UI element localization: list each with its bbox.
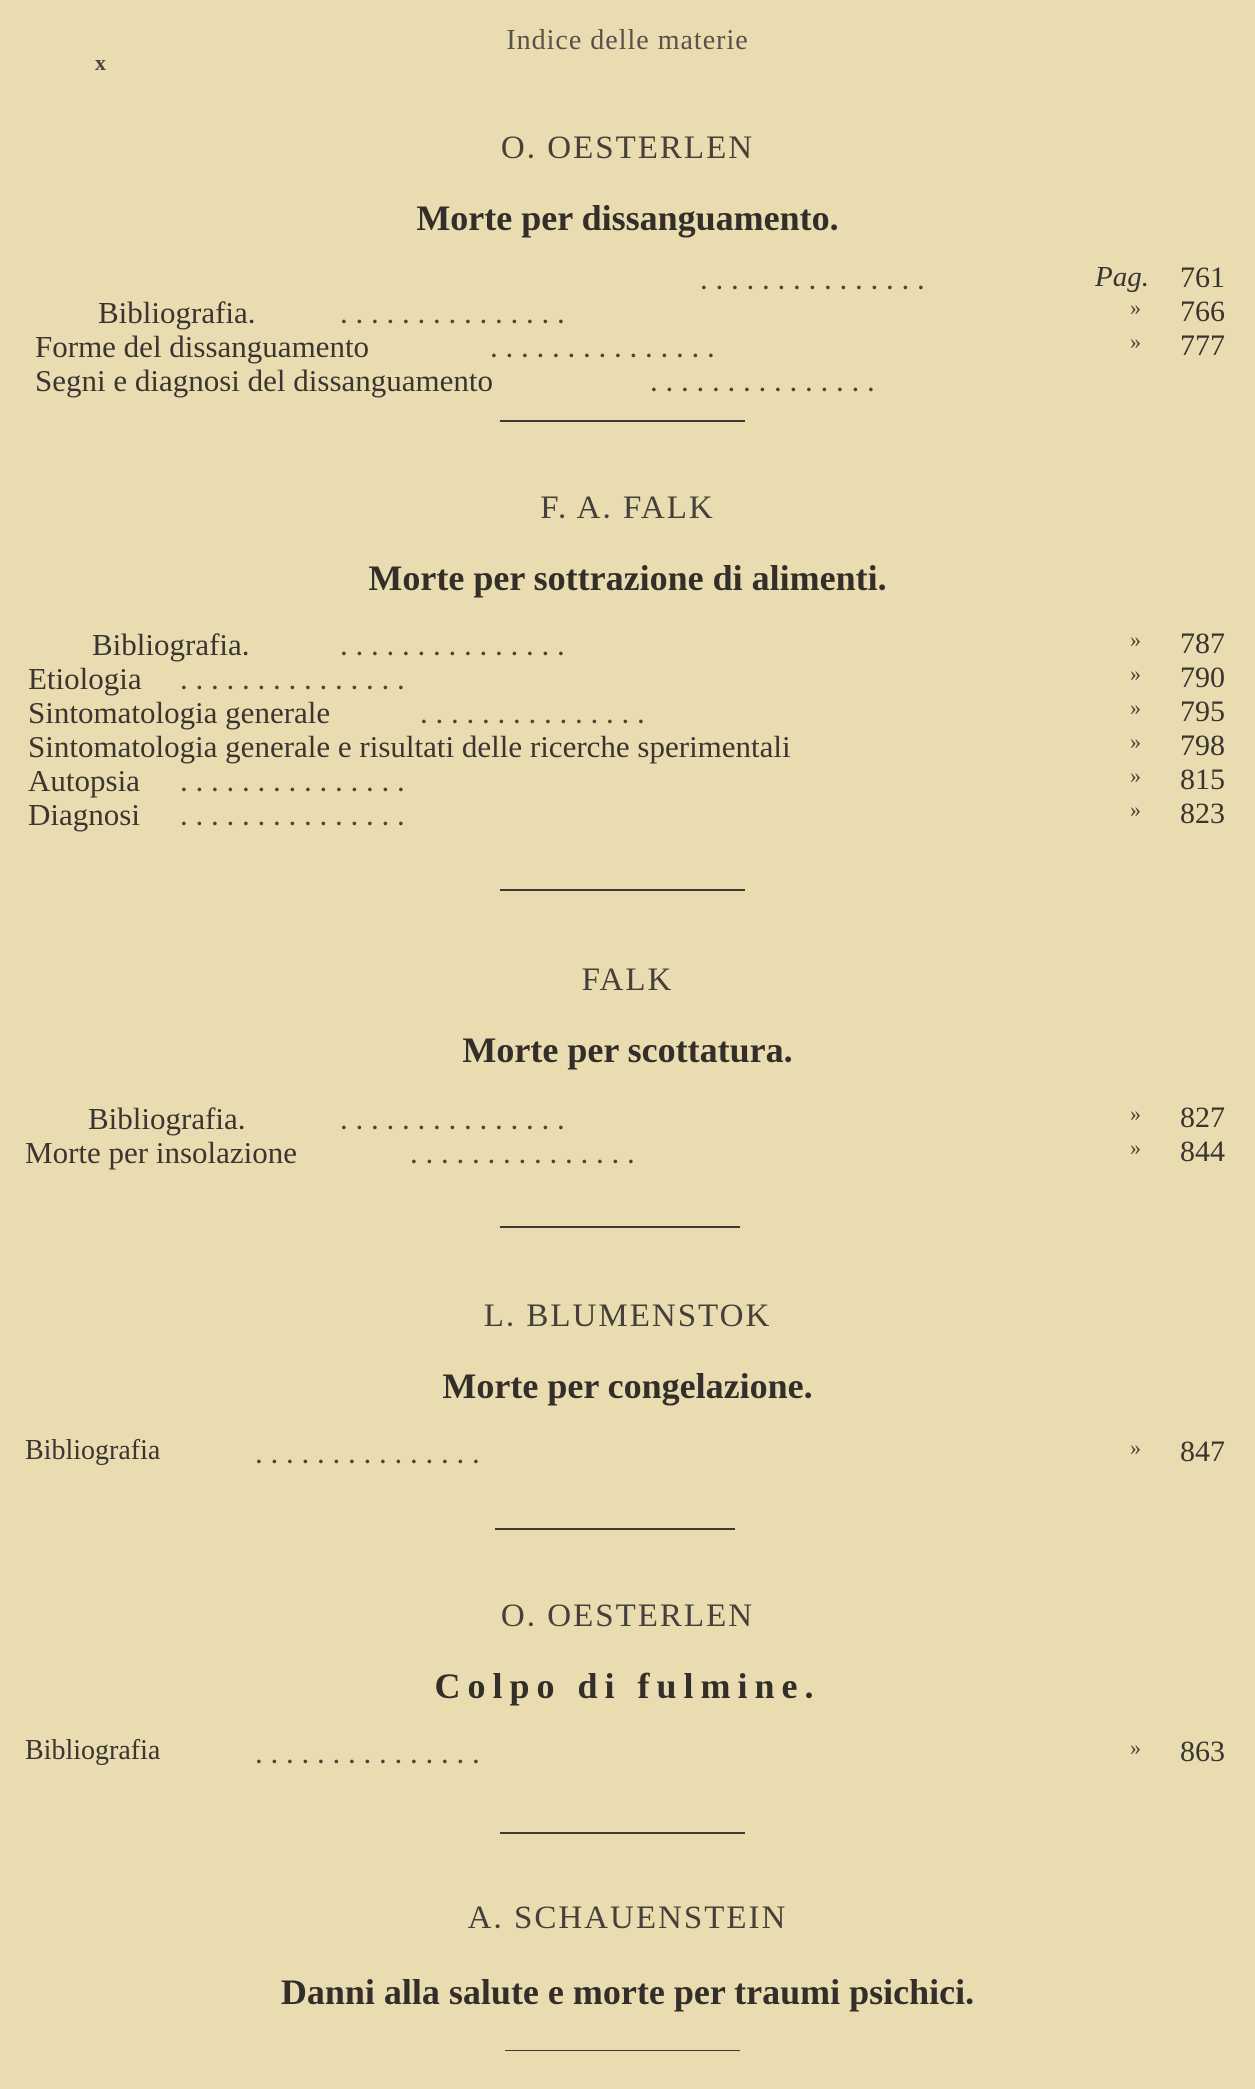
toc-entry (0, 627, 1255, 661)
toc-entry-label: Autopsia (28, 763, 140, 798)
toc-entry (0, 1135, 1255, 1169)
dot-leader: . . . . . . . . . . . . . . . (180, 661, 405, 696)
toc-entry-label: Bibliografia. (98, 295, 256, 330)
section-divider (500, 889, 745, 891)
toc-page-ref: 863 (1180, 1735, 1225, 1768)
dot-leader: . . . . . . . . . . . . . . . (420, 695, 645, 730)
toc-entries (0, 627, 1255, 831)
toc-section (0, 1298, 1255, 1469)
section-divider (500, 420, 745, 422)
section-author: A. SCHAUENSTEIN (467, 1900, 788, 1936)
toc-page-ref: 777 (1180, 329, 1225, 362)
ditto-mark: » (1130, 1435, 1141, 1460)
toc-entry-label: Forme del dissanguamento (35, 329, 370, 364)
toc-entry (0, 261, 1255, 295)
dot-leader: . . . . . . . . . . . . . . . (410, 1135, 635, 1170)
toc-section (0, 962, 1255, 1169)
toc-entry-label: Segni e diagnosi del dissanguamento (35, 363, 494, 398)
toc-entries (0, 1101, 1255, 1169)
page-abbrev: Pag. (1095, 261, 1149, 293)
section-title: Morte per dissanguamento. (416, 198, 839, 238)
ditto-mark: » (1130, 1735, 1141, 1760)
dot-leader: . . . . . . . . . . . . . . . (340, 295, 565, 330)
dot-leader: . . . . . . . . . . . . . . . (255, 1735, 480, 1770)
page-number: x (95, 50, 106, 75)
section-title: Morte per congelazione. (442, 1366, 813, 1406)
section-divider (500, 1226, 740, 1228)
toc-page-ref: 766 (1180, 295, 1225, 328)
toc-section (0, 130, 1255, 397)
toc-page-ref: 795 (1180, 695, 1225, 728)
toc-entry-label: Sintomatologia generale e risultati delle ricerche sperimentali (28, 729, 791, 764)
ditto-mark: » (1130, 729, 1141, 754)
toc-page-ref: 827 (1180, 1101, 1225, 1134)
dot-leader: . . . . . . . . . . . . . . . (180, 763, 405, 798)
toc-page-ref: 798 (1180, 729, 1225, 762)
toc-entry-label: Bibliografia (25, 1735, 161, 1766)
ditto-mark: » (1130, 661, 1141, 686)
ditto-mark: » (1130, 763, 1141, 788)
toc-entries (0, 261, 1255, 397)
toc-section (0, 490, 1255, 831)
toc-page-ref: 761 (1180, 261, 1225, 294)
section-author: FALK (581, 962, 674, 998)
toc-entry (0, 661, 1255, 695)
dot-leader: . . . . . . . . . . . . . . . (650, 363, 875, 398)
toc-entry-label: Etiologia (28, 661, 142, 696)
toc-entry-label: Morte per insolazione (25, 1135, 298, 1170)
section-author: O. OESTERLEN (500, 1598, 755, 1634)
toc-entry (0, 329, 1255, 363)
toc-page-ref: 787 (1180, 627, 1225, 660)
section-divider (505, 2050, 740, 2051)
ditto-mark: » (1130, 1101, 1141, 1126)
dot-leader: . . . . . . . . . . . . . . . (340, 627, 565, 662)
toc-page-ref: 815 (1180, 763, 1225, 796)
toc-entry (0, 763, 1255, 797)
ditto-mark: » (1130, 695, 1141, 720)
toc-entries (0, 1435, 1255, 1469)
dot-leader: . . . . . . . . . . . . . . . (180, 797, 405, 832)
toc-entry (0, 695, 1255, 729)
toc-entry (0, 363, 1255, 397)
ditto-mark: » (1130, 295, 1141, 320)
toc-entry-label: Bibliografia (25, 1435, 161, 1466)
toc-entry (0, 295, 1255, 329)
section-divider (500, 1832, 745, 1834)
section-author: L. BLUMENSTOK (483, 1298, 772, 1334)
section-title: Morte per sottrazione di alimenti. (368, 558, 887, 598)
toc-page-ref: 790 (1180, 661, 1225, 694)
ditto-mark: » (1130, 797, 1141, 822)
toc-entry-label: Sintomatologia generale (28, 695, 331, 730)
toc-page-ref: 844 (1180, 1135, 1225, 1168)
section-title: Colpo di fulmine. (434, 1666, 821, 1706)
toc-section (0, 1598, 1255, 1769)
section-title: Danni alla salute e morte per traumi psichici. (280, 1972, 975, 2012)
dot-leader: . . . . . . . . . . . . . . . (490, 329, 715, 364)
section-author: O. OESTERLEN (500, 130, 755, 166)
toc-entry (0, 797, 1255, 831)
toc-entry (0, 1735, 1255, 1769)
running-head: Indice delle materie (506, 25, 749, 56)
toc-entry-label: Diagnosi (28, 797, 140, 832)
dot-leader: . . . . . . . . . . . . . . . (700, 261, 925, 296)
toc-entries (0, 1735, 1255, 1769)
dot-leader: . . . . . . . . . . . . . . . (255, 1435, 480, 1470)
toc-section (0, 1900, 1255, 2013)
toc-entry (0, 729, 1255, 763)
ditto-mark: » (1130, 627, 1141, 652)
ditto-mark: » (1130, 329, 1141, 354)
toc-page-ref: 823 (1180, 797, 1225, 830)
toc-entry-label: Bibliografia. (92, 627, 250, 662)
toc-entry (0, 1435, 1255, 1469)
section-divider (495, 1528, 735, 1530)
toc-entry (0, 1101, 1255, 1135)
section-author: F. A. FALK (540, 490, 715, 526)
section-title: Morte per scottatura. (462, 1030, 793, 1070)
toc-page-ref: 847 (1180, 1435, 1225, 1468)
dot-leader: . . . . . . . . . . . . . . . (340, 1101, 565, 1136)
ditto-mark: » (1130, 1135, 1141, 1160)
toc-entry-label: Bibliografia. (88, 1101, 246, 1136)
